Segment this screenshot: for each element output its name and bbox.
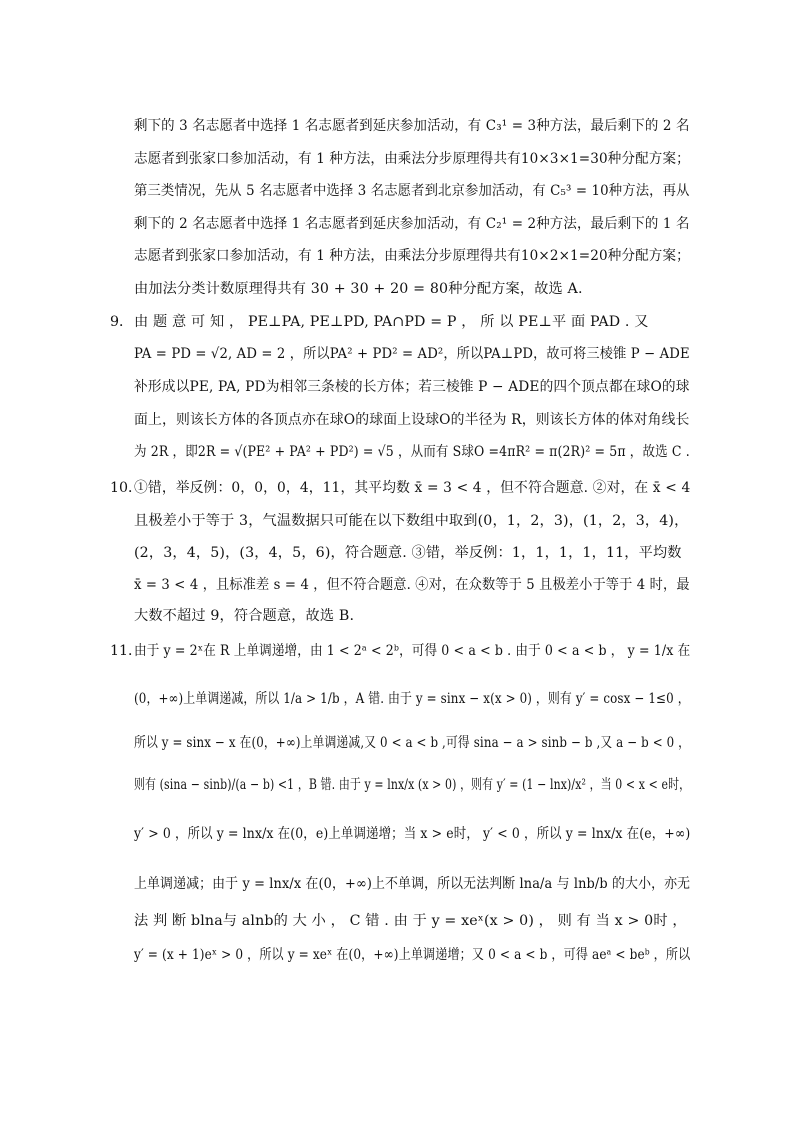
question-number: 11． (110, 643, 143, 659)
text-line: 大数不超过 9，符合题意，故选 B. (134, 608, 355, 624)
text-line: 由加法分类计数原理得共有 30 + 30 + 20 = 80种分配方案，故选 A. (134, 281, 583, 297)
text-line: x̄ = 3 < 4 ，且标准差 s = 4 ，但不符合题意. ④对，在众数等于 5 且极差小于等于 4 时，最 (134, 577, 690, 593)
text-line: 志愿者到张家口参加活动，有 1 种方法，由乘法分步原理得共有10×2×1=20种分配方案； (134, 248, 690, 264)
text-line: 剩下的 2 名志愿者中选择 1 名志愿者到延庆参加活动，有 C₂¹ = 2种方法，最后剩下的 1 名 (134, 216, 690, 232)
text-line: 剩下的 3 名志愿者中选择 1 名志愿者到延庆参加活动，有 C₃¹ = 3种方法，最后剩下的 2 名 (134, 118, 690, 134)
text-line: 第三类情况，先从 5 名志愿者中选择 3 名志愿者到北京参加活动，有 C₅³ = 10种方法，再从 (134, 183, 690, 199)
text-line: 由于 y = 2ˣ在 R 上单调递增，由 1 < 2ᵃ < 2ᵇ，可得 0 < a < b . 由于 0 < a < b ， y = 1/x 在 (134, 643, 691, 659)
question-number: 10． (110, 480, 143, 496)
text-line: y′ > 0 ，所以 y = lnx/x 在(0，e)上单调递增；当 x > e时， y′ < 0 ，所以 y = lnx/x 在(e，+∞) (134, 826, 691, 842)
text-line: 所以 y = sinx − x 在(0，+∞)上单调递减,又 0 < a < b ,可得 sina − a > sinb − b ,又 a − b < 0 ， (134, 735, 691, 751)
text-line: 则有 (sina − sinb)/(a − b) <1 ，B 错. 由于 y = lnx/x (x > 0) ，则有 y′ = (1 − lnx)/x² ，当 0 < x < e时， (134, 777, 691, 793)
text-line: 补形成以PE, PA, PD为相邻三条棱的长方体；若三棱锥 P − ADE的四个顶点都在球O的球 (134, 379, 690, 395)
text-line: 上单调递减；由于 y = lnx/x 在(0，+∞)上不单调，所以无法判断 lna/a 与 lnb/b 的大小，亦无 (134, 876, 691, 892)
text-line: 由 题 意 可 知 ， PE⊥PA, PE⊥PD, PA∩PD = P ， 所 以 PE⊥平 面 PAD . 又 (134, 314, 649, 330)
text-line: PA = PD = √2, AD = 2 ，所以PA² + PD² = AD²，所以PA⊥PD，故可将三棱锥 P − ADE (134, 346, 690, 362)
text-line: 且极差小于等于 3，气温数据只可能在以下数组中取到(0，1，2，3)，(1，2，3，4)， (134, 513, 689, 529)
text-line: 面上，则该长方体的各顶点亦在球O的球面上设球O的半径为 R，则该长方体的体对角线长 (134, 412, 690, 428)
text-line: 为 2R ，即2R = √(PE² + PA² + PD²) = √5 ，从而有 S球O =4πR² = π(2R)² = 5π ，故选 C . (134, 444, 690, 460)
text-line: (2，3，4，5)，(3，4，5，6)，符合题意. ③错，举反例：1，1，1，1，11，平均数 (134, 545, 682, 561)
question-number: 9． (110, 314, 134, 330)
text-line: 法 判 断 blna与 alnb的 大 小 ， C 错 . 由 于 y = xeˣ(x > 0) ， 则 有 当 x > 0时 ， (134, 913, 687, 929)
text-line: y′ = (x + 1)eˣ > 0 ，所以 y = xeˣ 在(0，+∞)上单调递增；又 0 < a < b ，可得 aeᵃ < beᵇ ，所以 (134, 947, 691, 963)
text-line: ①错，举反例：0，0，0，4，11，其平均数 x̄ = 3 < 4 ，但不符合题意. ②对，在 x̄ < 4 (134, 480, 691, 496)
text-line: 志愿者到张家口参加活动，有 1 种方法，由乘法分步原理得共有10×3×1=30种分配方案； (134, 151, 690, 167)
text-line: (0，+∞)上单调递减，所以 1/a > 1/b ，A 错. 由于 y = sinx − x(x > 0) ，则有 y′ = cosx − 1≤0 ， (134, 691, 690, 707)
